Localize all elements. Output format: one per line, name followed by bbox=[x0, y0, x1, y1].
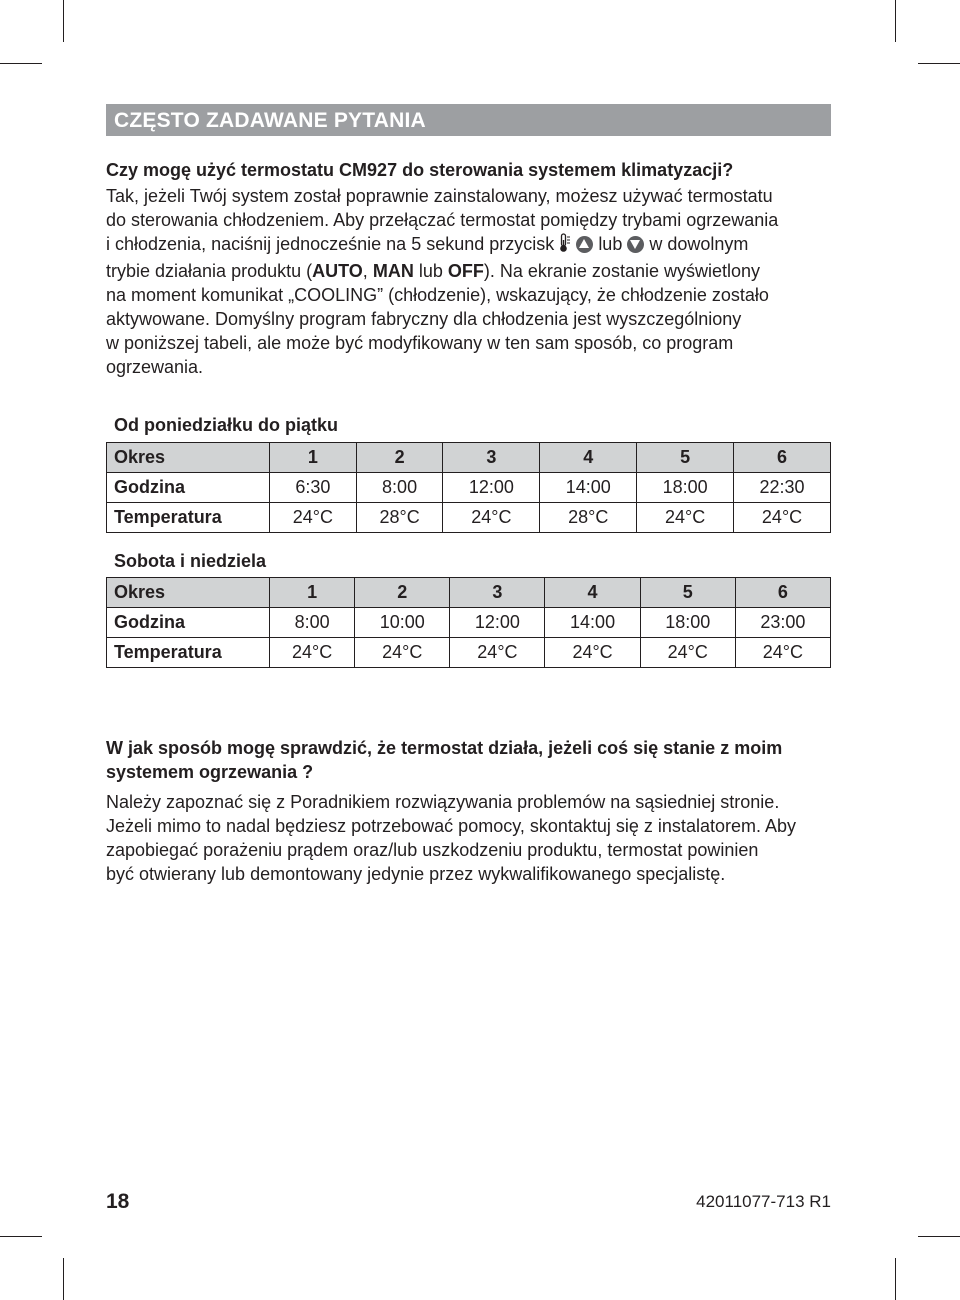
mode-auto: AUTO bbox=[312, 261, 363, 281]
table-cell: 12:00 bbox=[450, 608, 545, 638]
faq1-line: na moment komunikat „COOLING” (chłodzenie), wskazujący, że chłodzenie zostało bbox=[106, 285, 769, 305]
table-row bbox=[107, 638, 831, 668]
faq1-line bbox=[106, 259, 831, 283]
crop-mark bbox=[0, 63, 42, 64]
weekday-table-title: Od poniedziałku do piątku bbox=[114, 415, 339, 435]
crop-mark bbox=[0, 1236, 42, 1237]
table-cell: 12:00 bbox=[443, 473, 540, 503]
faq1-question: Czy mogę użyć termostatu CM927 do sterowania systemem klimatyzacji? bbox=[106, 160, 734, 180]
up-arrow-button-icon bbox=[576, 236, 593, 253]
faq1-text: i chłodzenia, naciśnij jednocześnie na 5 sekund przycisk bbox=[106, 234, 555, 254]
table-cell: 3 bbox=[450, 578, 545, 608]
faq1-line bbox=[106, 232, 831, 259]
crop-mark bbox=[918, 63, 960, 64]
table-cell: 14:00 bbox=[545, 608, 640, 638]
table-cell: 24°C bbox=[443, 503, 540, 533]
page-number: 18 bbox=[106, 1190, 130, 1213]
table-cell: 6 bbox=[734, 443, 831, 473]
thermometer-icon bbox=[559, 233, 571, 259]
table-cell: 8:00 bbox=[356, 473, 443, 503]
table-cell: 18:00 bbox=[637, 473, 734, 503]
table-row bbox=[107, 608, 831, 638]
crop-mark bbox=[63, 1258, 64, 1300]
section-heading: CZĘSTO ZADAWANE PYTANIA bbox=[106, 104, 831, 136]
table-cell: 14:00 bbox=[540, 473, 637, 503]
row-label: Temperatura bbox=[107, 638, 270, 668]
table-cell: 24°C bbox=[270, 638, 355, 668]
faq1-text: lub bbox=[598, 234, 623, 254]
table-cell: 28°C bbox=[356, 503, 443, 533]
faq1-answer bbox=[106, 184, 831, 379]
table-cell: 28°C bbox=[540, 503, 637, 533]
faq1-text: ). Na ekranie zostanie wyświetlony bbox=[483, 261, 761, 281]
page-content bbox=[106, 104, 831, 886]
table-cell: 2 bbox=[355, 578, 450, 608]
table-cell: 24°C bbox=[637, 503, 734, 533]
faq2-line: Należy zapoznać się z Poradnikiem rozwiązywania problemów na sąsiedniej stronie. bbox=[106, 792, 780, 812]
faq1-line: Tak, jeżeli Twój system został poprawnie zainstalowany, możesz używać termostatu bbox=[106, 186, 773, 206]
faq2-question: systemem ogrzewania ? bbox=[106, 762, 314, 782]
faq2-question: W jak sposób mogę sprawdzić, że termostat działa, jeżeli coś się stanie z moim bbox=[106, 738, 783, 758]
table-cell: 1 bbox=[270, 443, 357, 473]
faq2-answer bbox=[106, 790, 831, 886]
table-cell: 8:00 bbox=[270, 608, 355, 638]
table-row bbox=[107, 578, 831, 608]
faq1-line: aktywowane. Domyślny program fabryczny dla chłodzenia jest wyszczególniony bbox=[106, 309, 742, 329]
table-cell: 2 bbox=[356, 443, 443, 473]
mode-off: OFF bbox=[447, 261, 484, 281]
table-cell: 24°C bbox=[545, 638, 640, 668]
faq1-line: w poniższej tabeli, ale może być modyfikowany w ten sam sposób, co program bbox=[106, 333, 734, 353]
faq2-line: być otwierany lub demontowany jedynie przez wykwalifikowanego specjalistę. bbox=[106, 864, 726, 884]
row-label: Godzina bbox=[107, 473, 270, 503]
mode-man: MAN bbox=[372, 261, 414, 281]
table-cell: 18:00 bbox=[640, 608, 735, 638]
crop-mark bbox=[895, 1258, 896, 1300]
table-cell: 5 bbox=[640, 578, 735, 608]
crop-mark bbox=[918, 1236, 960, 1237]
table-cell: 24°C bbox=[355, 638, 450, 668]
faq2 bbox=[106, 736, 831, 886]
faq1-text: w dowolnym bbox=[649, 234, 749, 254]
table-cell: 24°C bbox=[640, 638, 735, 668]
faq1-line: do sterowania chłodzeniem. Aby przełączać termostat pomiędzy trybami ogrzewania bbox=[106, 210, 779, 230]
faq1-line: ogrzewania. bbox=[106, 357, 204, 377]
faq1-text: trybie działania produktu ( bbox=[106, 261, 313, 281]
weekend-schedule-table bbox=[106, 577, 831, 668]
table-cell: 24°C bbox=[734, 503, 831, 533]
table-row bbox=[107, 503, 831, 533]
table-cell: 24°C bbox=[450, 638, 545, 668]
table-cell: 24°C bbox=[270, 503, 357, 533]
table-cell: 6:30 bbox=[270, 473, 357, 503]
weekend-table-title: Sobota i niedziela bbox=[114, 551, 267, 571]
row-label: Okres bbox=[107, 443, 270, 473]
table-cell: 6 bbox=[735, 578, 830, 608]
weekday-schedule-table bbox=[106, 442, 831, 533]
row-label: Temperatura bbox=[107, 503, 270, 533]
table-row bbox=[107, 443, 831, 473]
crop-mark bbox=[63, 0, 64, 42]
faq1-text: lub bbox=[418, 261, 443, 281]
down-arrow-button-icon bbox=[627, 236, 644, 253]
document-code: 42011077-713 R1 bbox=[696, 1192, 831, 1211]
row-label: Okres bbox=[107, 578, 270, 608]
row-label: Godzina bbox=[107, 608, 270, 638]
table-cell: 24°C bbox=[735, 638, 830, 668]
crop-mark bbox=[895, 0, 896, 42]
table-cell: 23:00 bbox=[735, 608, 830, 638]
table-cell: 5 bbox=[637, 443, 734, 473]
faq2-line: zapobiegać porażeniu prądem oraz/lub uszkodzeniu produktu, termostat powinien bbox=[106, 840, 759, 860]
table-cell: 1 bbox=[270, 578, 355, 608]
table-cell: 10:00 bbox=[355, 608, 450, 638]
faq2-line: Jeżeli mimo to nadal będziesz potrzebować pomocy, skontaktuj się z instalatorem. Aby bbox=[106, 816, 796, 836]
table-cell: 22:30 bbox=[734, 473, 831, 503]
table-row bbox=[107, 473, 831, 503]
table-cell: 4 bbox=[540, 443, 637, 473]
table-cell: 4 bbox=[545, 578, 640, 608]
faq1-text: , bbox=[362, 261, 368, 281]
table-cell: 3 bbox=[443, 443, 540, 473]
